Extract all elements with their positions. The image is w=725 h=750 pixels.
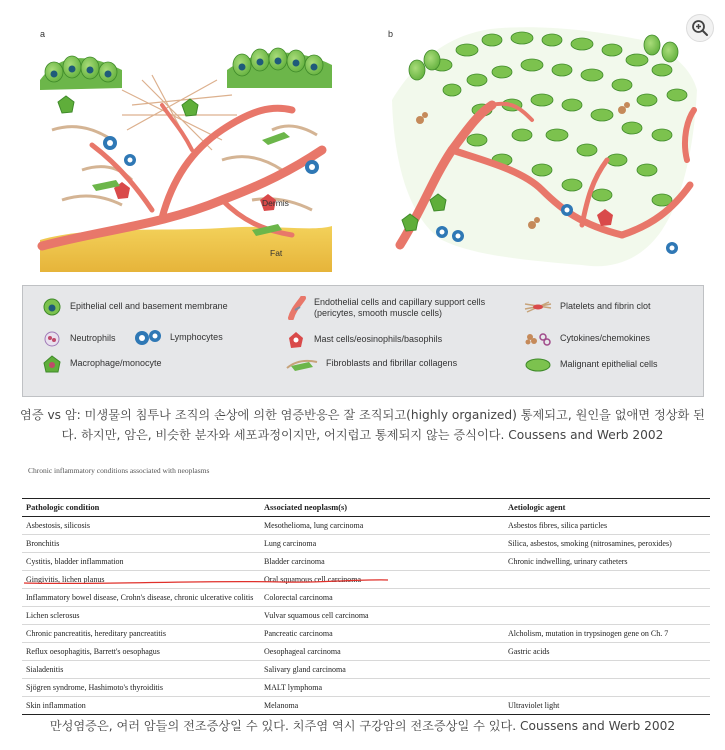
- legend-label: Neutrophils: [70, 333, 116, 344]
- panel-a-letter: a: [40, 29, 46, 39]
- legend-label: Platelets and fibrin clot: [560, 301, 651, 312]
- table-cell: Gingivitis, lichen planus: [22, 571, 260, 589]
- table-cell: Asbestos fibres, silica particles: [504, 517, 710, 535]
- panel-b-letter: b: [388, 29, 394, 39]
- table-row: [22, 535, 710, 553]
- dermis-label: Dermis: [262, 198, 289, 208]
- legend-item-lymphocytes: [133, 328, 223, 348]
- table-cell: Gastric acids: [504, 643, 710, 661]
- caption-line-1: 염증 vs 암: 미생물의 침투나 조직의 손상에 의한 염증반응은 잘 조직되고(highly organized) 통제되고, 원인을 없애면 정상화 된: [20, 408, 705, 422]
- table-cell: [504, 679, 710, 697]
- epithelial-cell-icon: [41, 298, 63, 316]
- table-title: Chronic inflammatory conditions associated with neoplasms: [28, 466, 210, 475]
- table-cell: Cystitis, bladder inflammation: [22, 553, 260, 571]
- endothelial-cell-icon: [285, 296, 307, 320]
- table-cell: Inflammatory bowel disease, Crohn's disease, chronic ulcerative colitis: [22, 589, 260, 607]
- table-cell: Sialadenitis: [22, 661, 260, 679]
- header-pathologic-condition: Pathologic condition: [22, 499, 260, 517]
- cytokine-icon: [523, 330, 553, 348]
- neutrophil-icon: [41, 330, 63, 348]
- legend-item-mast-cells: [285, 330, 442, 350]
- caption-line-2: 다. 하지만, 암은, 비슷한 분자와 세포과정이지만, 어지럽고 통제되지 않는 증식이다. Coussens and Werb 2002: [61, 428, 664, 442]
- zoom-in-icon: [690, 18, 710, 38]
- legend-item-epithelial: [41, 298, 228, 316]
- conditions-table: [22, 498, 710, 715]
- table-caption: 만성염증은, 여러 암들의 전조증상일 수 있다. 치주염 역시 구강암의 전조증상일 수 있다. Coussens and Werb 2002: [49, 719, 676, 733]
- legend-item-neutrophils: [41, 330, 116, 348]
- legend-item-macrophage: [41, 354, 162, 374]
- table-row: [22, 589, 710, 607]
- figure-illustration: [22, 10, 704, 280]
- panel-b-tumour: [388, 27, 697, 266]
- legend-label: Fibroblasts and fibrillar collagens: [326, 358, 458, 369]
- legend-label: Macrophage/monocyte: [70, 358, 162, 369]
- table-cell: [504, 607, 710, 625]
- legend-label: Endothelial cells and capillary support cells (pericytes, smooth muscle cells): [314, 296, 486, 318]
- table-cell: Lung carcinoma: [260, 535, 504, 553]
- legend-item-platelets: [523, 300, 651, 314]
- legend-item-fibroblasts: [285, 356, 457, 372]
- red-highlight-underline: [22, 577, 392, 587]
- table-cell: Alcholism, mutation in trypsinogen gene on Ch. 7: [504, 625, 710, 643]
- table-row: [22, 517, 710, 535]
- table-cell: [504, 661, 710, 679]
- panel-a-normal-inflammation: [40, 29, 332, 272]
- table-cell: Silica, asbestos, smoking (nitrosamines, peroxides): [504, 535, 710, 553]
- figure-legend: [22, 285, 704, 397]
- header-associated-neoplasm: Associated neoplasm(s): [260, 499, 504, 517]
- legend-label: Mast cells/eosinophils/basophils: [314, 334, 443, 345]
- zoom-in-button[interactable]: [686, 14, 714, 42]
- table-cell: Melanoma: [260, 697, 504, 715]
- legend-label: Cytokines/chemokines: [560, 333, 651, 344]
- legend-label: Lymphocytes: [170, 332, 223, 343]
- table-cell: Lichen sclerosus: [22, 607, 260, 625]
- table-cell: Salivary gland carcinoma: [260, 661, 504, 679]
- legend-label: Epithelial cell and basement membrane: [70, 301, 228, 312]
- table-row: [22, 697, 710, 715]
- legend-item-cytokines: [523, 330, 650, 348]
- lymphocyte-icon: [133, 328, 163, 348]
- figure-caption: [10, 405, 715, 445]
- mast-cell-icon: [285, 330, 307, 350]
- legend-item-malignant: [523, 356, 658, 374]
- table-row: [22, 643, 710, 661]
- fibroblast-icon: [285, 356, 319, 372]
- table-cell: Sjögren syndrome, Hashimoto's thyroiditis: [22, 679, 260, 697]
- table-cell: [504, 571, 710, 589]
- table-cell: Bronchitis: [22, 535, 260, 553]
- legend-item-endothelial: [285, 296, 525, 320]
- header-aetiologic-agent: Aetiologic agent: [504, 499, 710, 517]
- inflammation-vs-cancer-illustration: [22, 10, 704, 280]
- table-cell: MALT lymphoma: [260, 679, 504, 697]
- table-row: [22, 607, 710, 625]
- table-cell: Chronic pancreatitis, hereditary pancreatitis: [22, 625, 260, 643]
- table-cell: Chronic indwelling, urinary catheters: [504, 553, 710, 571]
- table-row: [22, 625, 710, 643]
- table-cell: Vulvar squamous cell carcinoma: [260, 607, 504, 625]
- table-cell: Asbestosis, silicosis: [22, 517, 260, 535]
- macrophage-icon: [41, 354, 63, 374]
- legend-label: Malignant epithelial cells: [560, 359, 658, 370]
- table-cell: Oral squamous cell carcinoma: [260, 571, 504, 589]
- table-row: [22, 553, 710, 571]
- table-cell: Mesothelioma, lung carcinoma: [260, 517, 504, 535]
- table-row: [22, 661, 710, 679]
- table-cell: Reflux oesophagitis, Barrett's oesophagus: [22, 643, 260, 661]
- table-cell: Colorectal carcinoma: [260, 589, 504, 607]
- table-cell: Pancreatic carcinoma: [260, 625, 504, 643]
- table-row: [22, 679, 710, 697]
- table-cell: Oesophageal carcinoma: [260, 643, 504, 661]
- table-cell: Bladder carcinoma: [260, 553, 504, 571]
- table-cell: Skin inflammation: [22, 697, 260, 715]
- table-cell: [504, 589, 710, 607]
- fat-label: Fat: [270, 248, 283, 258]
- malignant-cell-icon: [523, 356, 553, 374]
- table-header-row: [22, 499, 710, 517]
- platelet-icon: [523, 300, 553, 314]
- table-cell: Ultraviolet light: [504, 697, 710, 715]
